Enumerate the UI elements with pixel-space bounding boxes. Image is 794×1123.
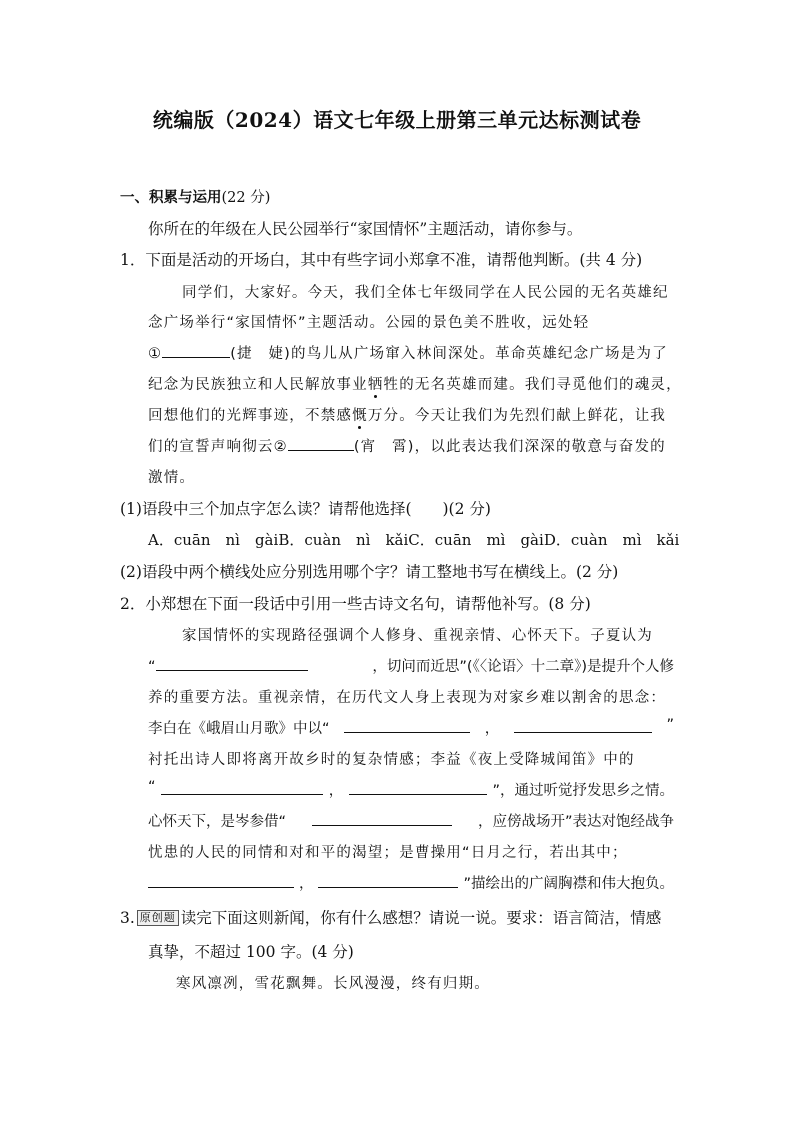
q1-sub2: (2)语段中两个横线处应分别选用哪个字？请工整地书写在横线上。(2 分)	[120, 563, 619, 581]
activity-intro: 你所在的年级在人民公园举行“家国情怀”主题活动，请你参与。	[148, 220, 583, 238]
q1-passage-line-1: 同学们，大家好。今天，我们全体七年级同学在人民公园的无名英雄纪	[182, 285, 669, 301]
q2-passage-line-8: 忧患的人民的同情和对和平的渴望；是曹操用“日月之行，若出其中；	[148, 845, 628, 861]
q2-passage-line-7	[148, 810, 674, 831]
comma: ，	[484, 721, 500, 737]
q1-sub1: (1)语段中三个加点字怎么读？请帮他选择( )(2 分)	[120, 500, 491, 518]
answer-blank-2[interactable]	[288, 435, 354, 451]
q1-passage-line-3	[148, 342, 668, 363]
char-choice-1: (捷 婕)	[230, 346, 292, 362]
passage-text: 牲的无名英雄而建。我们寻觅他们的魂灵，	[383, 377, 682, 393]
q1-stem: 1．下面是活动的开场白，其中有些字词小郑拿不准，请帮他判断。(共 4 分)	[120, 251, 643, 269]
answer-blank-1[interactable]	[162, 342, 230, 358]
q3-stem-text: 读完下面这则新闻，你有什么感想？请说一说。要求：语言简洁，情感	[180, 909, 662, 927]
original-question-badge: 原创题	[137, 910, 179, 926]
section-heading	[120, 186, 270, 207]
poem-blank-1[interactable]	[156, 655, 308, 671]
q1-options	[148, 529, 680, 550]
q1-passage-line-4	[148, 373, 682, 394]
option-d[interactable]: D．cuàn mì kǎi	[543, 531, 680, 549]
blank-marker-2: ②	[273, 439, 288, 455]
passage-text: ，以此表达我们深深的敬意与奋发的	[414, 439, 666, 455]
passage-text: 万分。今天让我们为先烈们献上鲜花，让我	[367, 408, 667, 424]
q1-passage-line-2: 念广场举行“家国情怀”主题活动。公园的景色美不胜收，远处轻	[148, 315, 590, 331]
passage-text: 们的宣誓声响彻云	[148, 439, 274, 455]
q1-passage-line-6	[148, 435, 666, 456]
passage-text: 李白在《峨眉山月歌》中以“	[148, 721, 330, 737]
poem-blank-8[interactable]	[318, 872, 458, 888]
passage-text: ，应傍战场开”表达对饱经战争	[477, 814, 674, 830]
option-a[interactable]: A．cuān nì gài	[148, 531, 279, 549]
passage-text: 心怀天下，是岑参借“	[148, 814, 287, 830]
option-c[interactable]: C．cuān mì gài	[408, 531, 544, 549]
q3-stem-line-2: 真挚，不超过 100 字。(4 分)	[148, 943, 354, 961]
q3-number: 3.	[120, 909, 135, 927]
passage-text: ”，通过听觉抒发思乡之情。	[492, 783, 674, 799]
q3-news-text: 寒风凛冽，雪花飘舞。长风漫漫，终有归期。	[176, 976, 490, 992]
q2-passage-line-6	[148, 779, 674, 800]
comma: ，	[298, 876, 314, 892]
q3-stem	[120, 906, 661, 928]
passage-text: 的鸟儿从广场窜入林间深处。革命英雄纪念广场是为了	[291, 346, 668, 362]
q2-passage-line-3: 养的重要方法。重视亲情，在历代文人身上表现为对家乡难以割舍的思念：	[148, 690, 667, 706]
poem-blank-6[interactable]	[312, 810, 452, 826]
q1-passage-line-7: 激情。	[148, 470, 196, 486]
poem-blank-3[interactable]	[514, 717, 652, 733]
passage-text: 纪念为民族独立和人民解放事业	[148, 377, 368, 393]
char-choice-2: (宵 霄)	[353, 439, 415, 455]
passage-text: ，切问而近思”(《〈论语〉十二章》)是提升个人修	[372, 659, 674, 675]
q2-line2-left	[148, 655, 308, 676]
page-title: 统编版（2024）语文七年级上册第三单元达标测试卷	[152, 108, 642, 132]
quote-mark: “	[148, 779, 156, 795]
passage-text: ”描绘出的广阔胸襟和伟大抱负。	[463, 876, 674, 892]
dotted-char-1: 牺	[367, 377, 384, 393]
blank-marker-1: ①	[148, 346, 163, 362]
passage-text: 回想他们的光辉事迹，不禁感	[148, 408, 353, 424]
section-score: (22 分)	[221, 190, 271, 206]
poem-blank-5[interactable]	[349, 779, 487, 795]
q2-passage-line-5: 衬托出诗人即将离开故乡时的复杂情感；李益《夜上受降城闻笛》中的	[148, 752, 635, 768]
q2-passage-line-9	[148, 872, 674, 893]
quote-mark: “	[148, 659, 156, 675]
q2-stem: 2．小郑想在下面一段话中引用一些古诗文名句，请帮他补写。(8 分)	[120, 595, 591, 613]
quote-mark: ”	[666, 717, 674, 733]
q1-passage-line-5	[148, 404, 666, 425]
comma: ，	[328, 783, 344, 799]
q2-passage-line-4	[148, 717, 674, 738]
section-heading-text: 一、积累与运用	[120, 189, 222, 206]
dotted-char-2: 慨	[352, 408, 368, 424]
poem-blank-4[interactable]	[161, 779, 323, 795]
poem-blank-7[interactable]	[148, 872, 294, 888]
q2-passage-line-2	[148, 655, 674, 676]
option-b[interactable]: B．cuàn nì kǎi	[278, 531, 409, 549]
q2-passage-line-1: 家国情怀的实现路径强调个人修身、重视亲情、心怀天下。子夏认为	[182, 628, 653, 644]
poem-blank-2[interactable]	[344, 717, 470, 733]
